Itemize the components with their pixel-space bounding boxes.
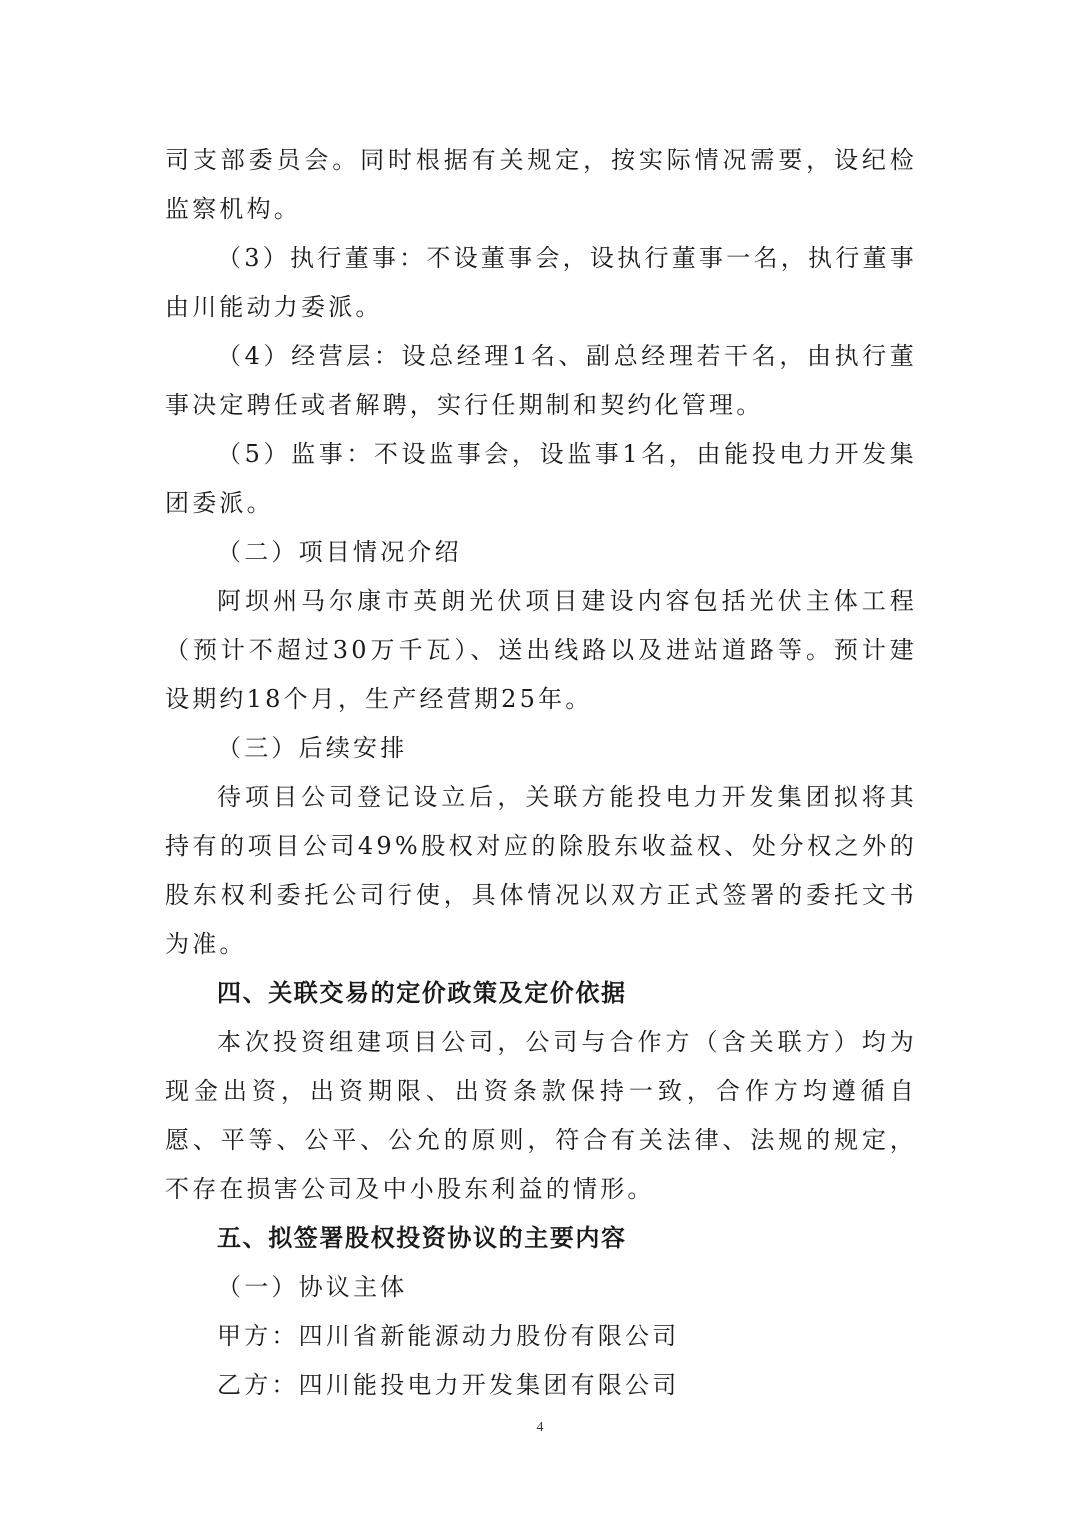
paragraph-pricing: 本次投资组建项目公司，公司与合作方（含关联方）均为现金出资，出资期限、出资条款保持一致，合作方均遵循自愿、平等、公平、公允的原则，符合有关法律、法规的规定，不存在损害公司及中小股东利益的情形。 <box>165 1028 917 1203</box>
page-number: 4 <box>536 1420 544 1435</box>
party-b: 乙方：四川能投电力开发集团有限公司 <box>217 1371 680 1399</box>
paragraph-executive-director: （3）执行董事：不设董事会，设执行董事一名，执行董事由川能动力委派。 <box>165 244 917 321</box>
subheading-follow-up: （三）后续安排 <box>217 734 408 762</box>
section-heading-pricing: 四、关联交易的定价政策及定价依据 <box>217 979 627 1007</box>
paragraph-branch-committee: 司支部委员会。同时根据有关规定，按实际情况需要，设纪检监察机构。 <box>165 146 917 223</box>
document-body <box>165 136 917 1410</box>
paragraph-management: （4）经营层：设总经理1名、副总经理若干名，由执行董事决定聘任或者解聘，实行任期制和契约化管理。 <box>165 342 917 419</box>
subheading-parties: （一）协议主体 <box>217 1273 408 1301</box>
party-a: 甲方：四川省新能源动力股份有限公司 <box>217 1322 680 1350</box>
paragraph-project-content: 阿坝州马尔康市英朗光伏项目建设内容包括光伏主体工程（预计不超过30万千瓦）、送出线路以及进站道路等。预计建设期约18个月，生产经营期25年。 <box>165 587 917 713</box>
paragraph-follow-up: 待项目公司登记设立后，关联方能投电力开发集团拟将其持有的项目公司49%股权对应的除股东收益权、处分权之外的股东权利委托公司行使，具体情况以双方正式签署的委托文书为准。 <box>165 783 917 958</box>
section-heading-agreement: 五、拟签署股权投资协议的主要内容 <box>217 1224 627 1252</box>
paragraph-supervisor: （5）监事：不设监事会，设监事1名，由能投电力开发集团委派。 <box>165 440 917 517</box>
subheading-project-intro: （二）项目情况介绍 <box>217 538 462 566</box>
